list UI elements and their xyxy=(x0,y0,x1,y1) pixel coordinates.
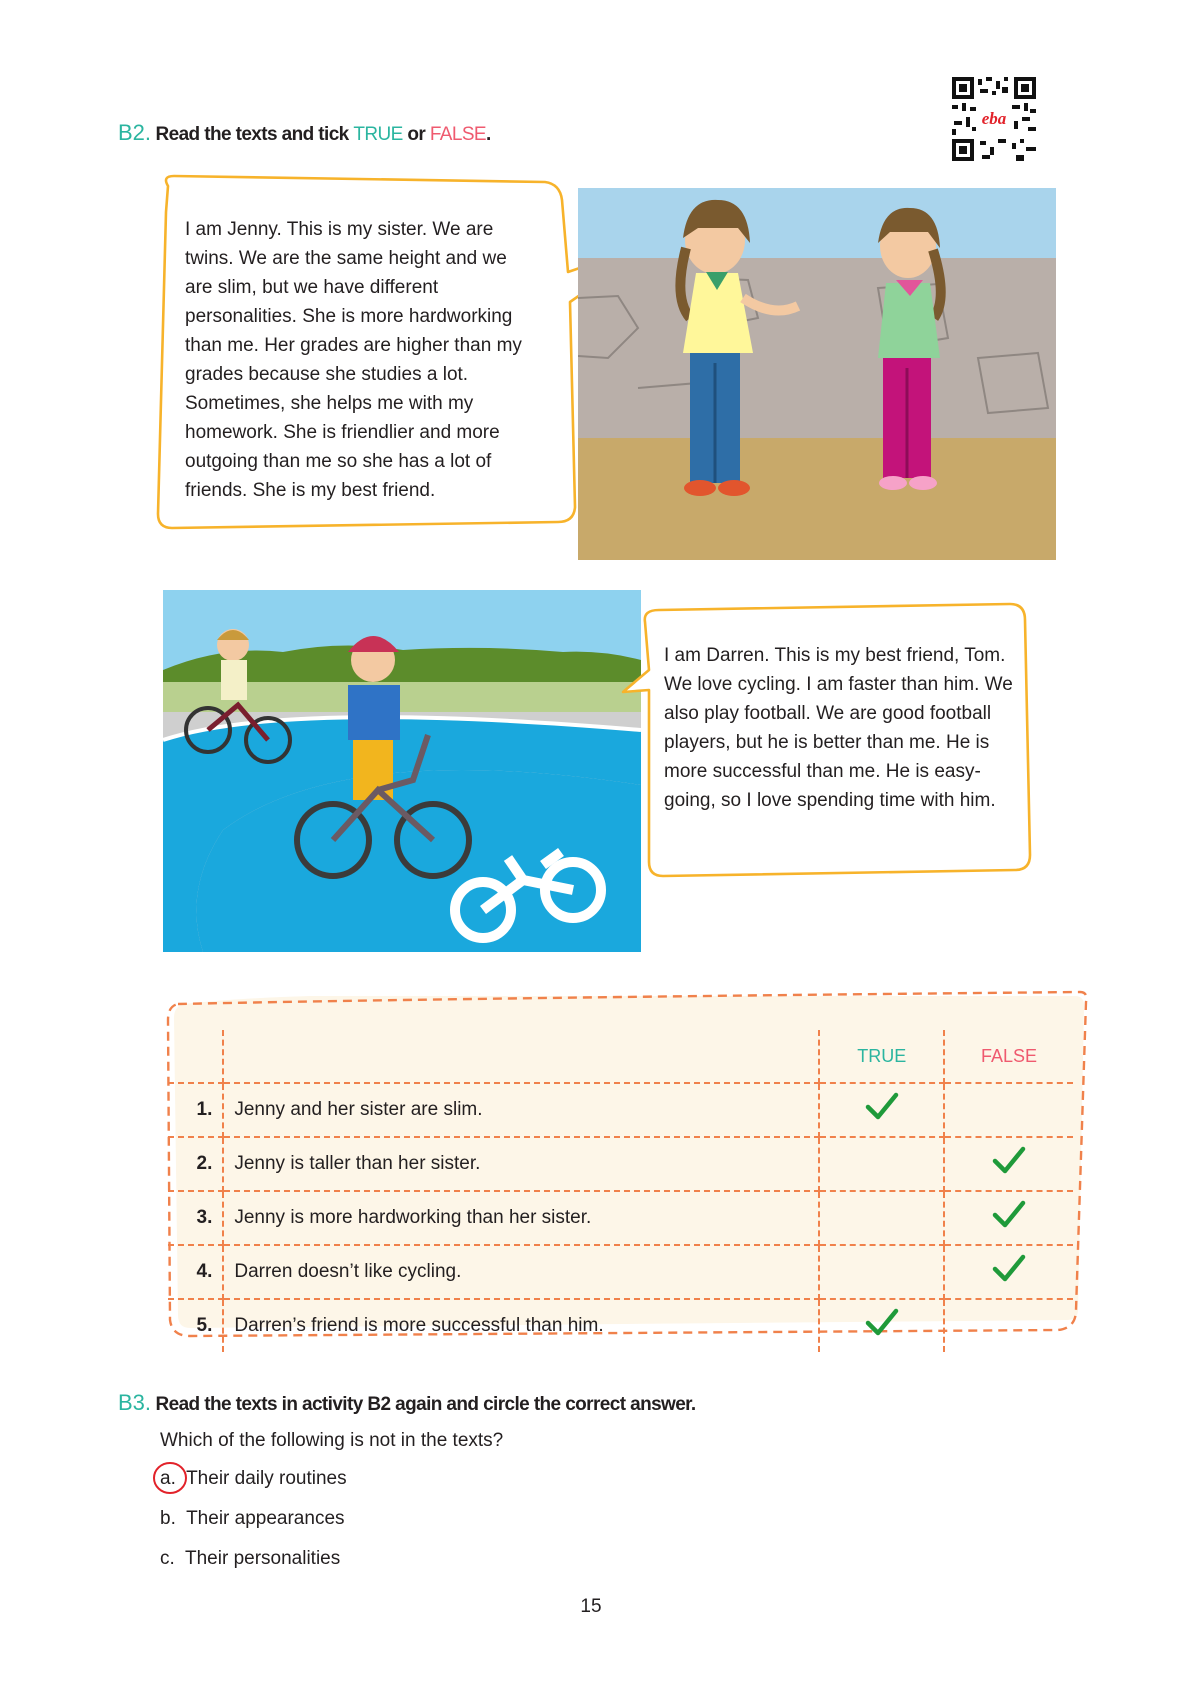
b3-code: B3. xyxy=(118,1390,152,1415)
option-letter: a. xyxy=(160,1468,176,1489)
twins-illustration xyxy=(578,188,1056,560)
eba-logo: eba xyxy=(981,109,1007,128)
table-row xyxy=(168,1137,1073,1191)
check-icon xyxy=(865,1308,899,1338)
jenny-text: I am Jenny. This is my sister. We are twins. We are the same height and we are slim, but we have different personalities. She is more hardworking than me. Her grades are higher than my grades because she studies a lot. Sometimes, she helps me with my homework. She is friendlier and more outgoing than me so she has a lot of friends. She is my best friend. xyxy=(185,219,522,501)
check-icon xyxy=(865,1092,899,1122)
b3-question: Which of the following is not in the texts? xyxy=(160,1430,504,1451)
false-header: FALSE xyxy=(944,1030,1073,1083)
b3-instruction: Read the texts in activity B2 again and circle the correct answer. xyxy=(155,1394,696,1415)
row-statement: Darren doesn’t like cycling. xyxy=(223,1245,819,1299)
table-row xyxy=(168,1245,1073,1299)
qr-code[interactable] xyxy=(952,77,1036,161)
row-number: 1. xyxy=(168,1083,223,1137)
true-cell[interactable] xyxy=(819,1245,944,1299)
cycling-illustration xyxy=(163,590,641,952)
table-row xyxy=(168,1191,1073,1245)
row-statement: Jenny is taller than her sister. xyxy=(223,1137,819,1191)
option-text: Their personalities xyxy=(185,1548,341,1569)
row-number: 3. xyxy=(168,1191,223,1245)
false-cell[interactable] xyxy=(944,1137,1073,1191)
row-number: 2. xyxy=(168,1137,223,1191)
table-row xyxy=(168,1083,1073,1137)
option-b[interactable] xyxy=(160,1508,345,1530)
option-letter: b. xyxy=(160,1508,176,1529)
b2-instruction: Read the texts and tick TRUE or FALSE. xyxy=(155,124,491,145)
check-icon xyxy=(992,1200,1026,1230)
true-cell[interactable] xyxy=(819,1299,944,1352)
row-number: 4. xyxy=(168,1245,223,1299)
true-header: TRUE xyxy=(819,1030,944,1083)
page-number: 15 xyxy=(580,1596,602,1617)
table-row xyxy=(168,1299,1073,1352)
tf-table xyxy=(168,1030,1073,1352)
true-cell[interactable] xyxy=(819,1191,944,1245)
b3-heading xyxy=(118,1390,696,1416)
option-text: Their daily routines xyxy=(186,1468,347,1489)
row-statement: Darren’s friend is more successful than him. xyxy=(223,1299,819,1352)
check-icon xyxy=(992,1146,1026,1176)
false-cell[interactable] xyxy=(944,1191,1073,1245)
option-c[interactable] xyxy=(160,1548,340,1570)
row-number: 5. xyxy=(168,1299,223,1352)
row-statement: Jenny is more hardworking than her sister. xyxy=(223,1191,819,1245)
table-header-row xyxy=(168,1030,1073,1083)
true-cell[interactable] xyxy=(819,1137,944,1191)
b2-heading xyxy=(118,120,491,146)
false-cell[interactable] xyxy=(944,1083,1073,1137)
false-cell[interactable] xyxy=(944,1299,1073,1352)
false-cell[interactable] xyxy=(944,1245,1073,1299)
option-letter: c. xyxy=(160,1548,175,1569)
darren-text: I am Darren. This is my best friend, Tom. We love cycling. I am faster than him. We also play football. We are good football players, but he is better than me. He is more successful than me. He is easy-going, so I love spending time with him. xyxy=(664,645,1013,811)
option-text: Their appearances xyxy=(186,1508,345,1529)
true-cell[interactable] xyxy=(819,1083,944,1137)
check-icon xyxy=(992,1254,1026,1284)
b2-code: B2. xyxy=(118,120,152,145)
answer-circle xyxy=(151,1460,189,1496)
row-statement: Jenny and her sister are slim. xyxy=(223,1083,819,1137)
